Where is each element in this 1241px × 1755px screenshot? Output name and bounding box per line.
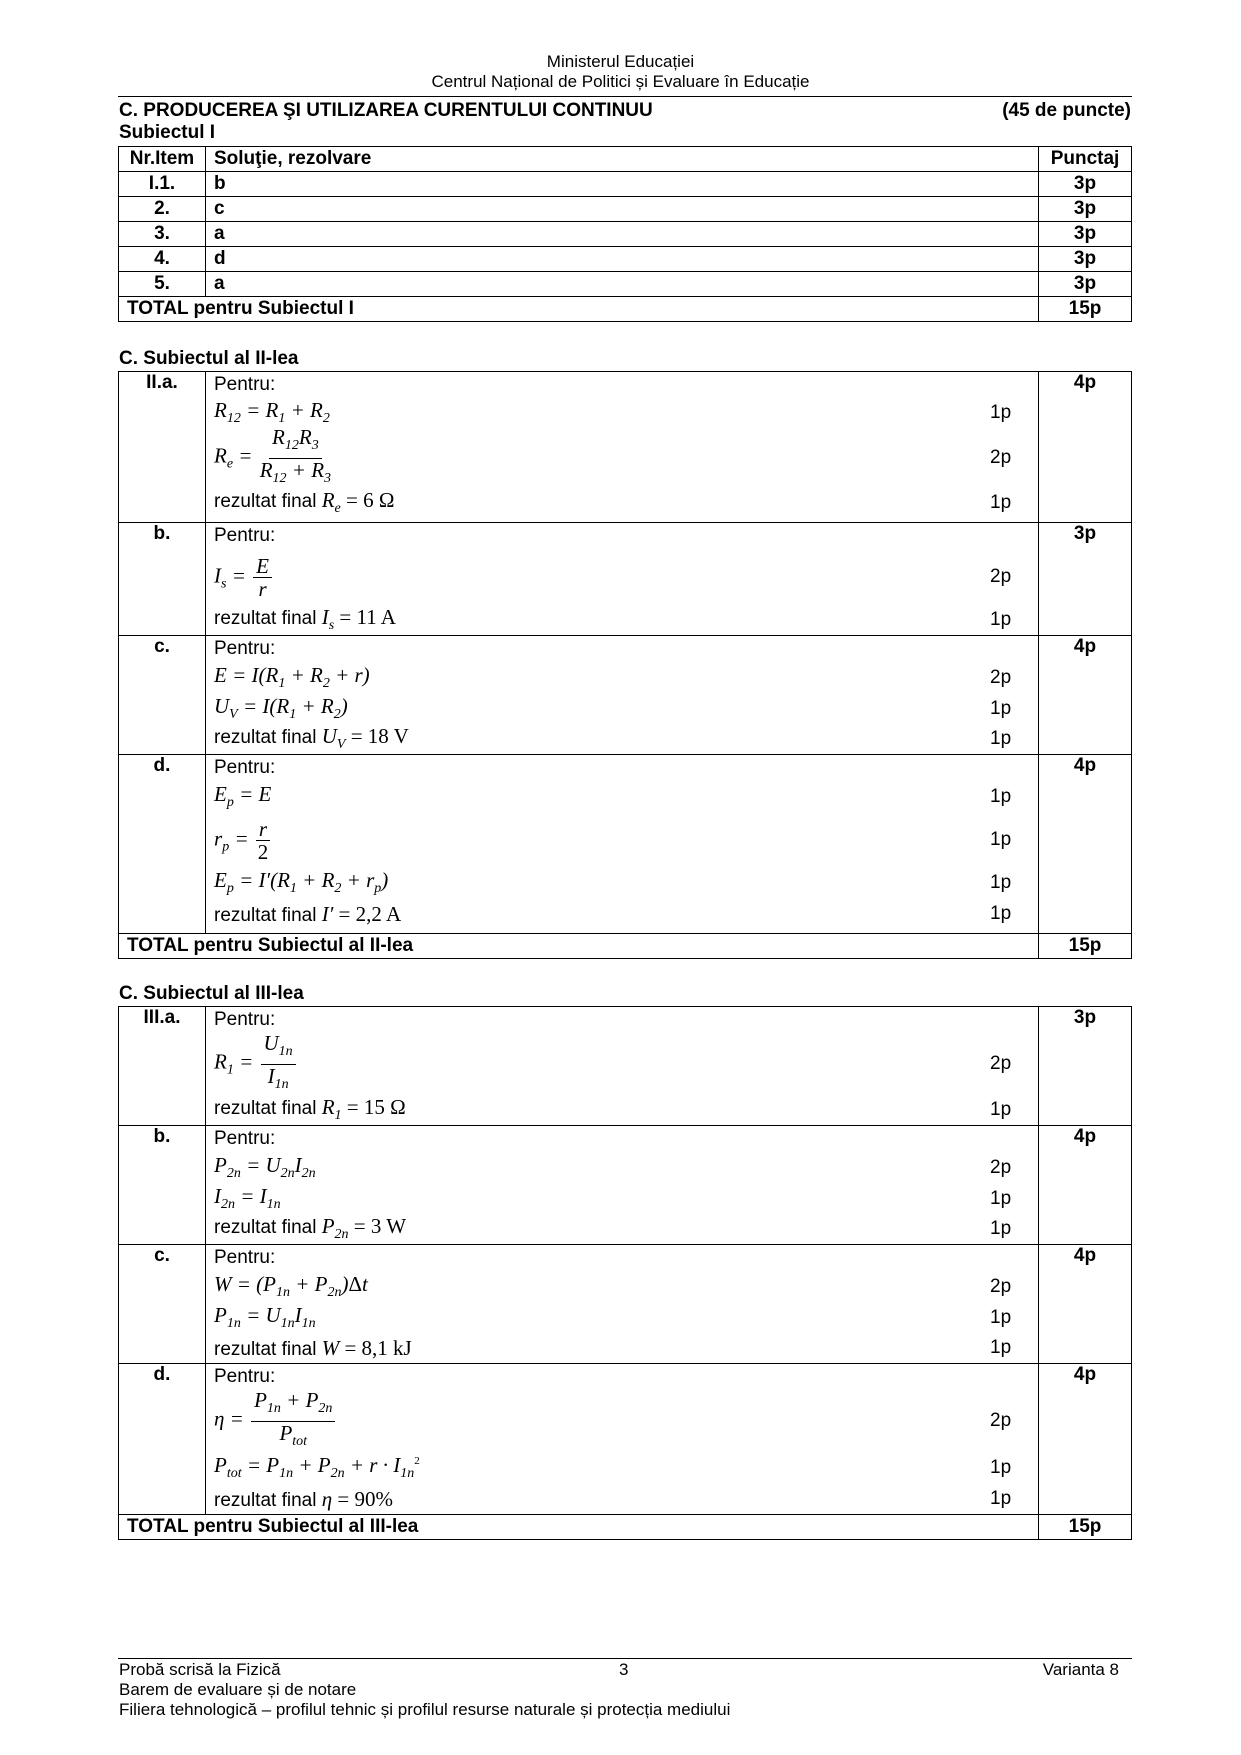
- formula-line: [214, 662, 1030, 693]
- result-label: rezultat final: [214, 1489, 317, 1511]
- item-answer: b: [206, 172, 1039, 197]
- formula: $r_p$ = $\frac{r}{2}$: [214, 816, 269, 864]
- center-name: Centrul Național de Politici și Evaluare în Educație: [431, 72, 810, 91]
- item-points: 3p: [1039, 523, 1132, 636]
- total-points: 15p: [1039, 1515, 1132, 1540]
- result-value: = 11 A: [339, 605, 396, 630]
- item-solution: [206, 1245, 1039, 1364]
- line-points: 1p: [990, 1187, 1012, 1209]
- formula-line: [214, 1183, 1030, 1214]
- page-footer: [119, 1660, 1131, 1720]
- formula: $P_{1n} = U_{1n}I_{1n}$: [214, 1302, 316, 1332]
- line-points: 1p: [990, 1306, 1012, 1328]
- item-nr: d.: [119, 755, 206, 934]
- pentru-label: Pentru:: [214, 1366, 276, 1387]
- col-pct: Punctaj: [1039, 147, 1132, 172]
- formula: $R_e$ = $\frac{R_{12}R_3}{R_{12} + R_3}$: [214, 425, 332, 486]
- formula-line: [214, 1302, 1030, 1333]
- footer-profile: Filiera tehnologică – profilul tehnic și profilul resurse naturale și protecția mediului: [119, 1700, 731, 1719]
- section-title: C. PRODUCEREA ŞI UTILIZAREA CURENTULUI CONTINUU: [119, 100, 653, 121]
- table-row: [119, 372, 1132, 523]
- total-points: 15p: [1039, 934, 1132, 959]
- formula: $E_p = E$: [214, 782, 272, 811]
- line-points: 1p: [990, 1099, 1012, 1120]
- col-nr: Nr.Item: [119, 147, 206, 172]
- line-points: 1p: [990, 728, 1012, 749]
- subj2-table: [118, 371, 1132, 959]
- total-row: [119, 934, 1132, 959]
- item-answer: c: [206, 197, 1039, 222]
- table-header-row: [119, 147, 1132, 172]
- item-points: 4p: [1039, 1245, 1132, 1364]
- pentru-label: Pentru:: [214, 1128, 276, 1149]
- total-row: [119, 297, 1132, 322]
- result-line: rezultat final η = 90% 1p: [214, 1484, 1030, 1514]
- formula: $R_1$ = $\frac{U_{1n}}{I_{1n}}$: [214, 1032, 990, 1095]
- result-value: = 8,1 kJ: [344, 1335, 412, 1360]
- line-points: 1p: [990, 697, 1012, 719]
- line-points: 2p: [990, 1275, 1012, 1297]
- formula-line: [214, 1452, 1030, 1484]
- table-row: [119, 636, 1132, 755]
- result-value: = 2,2 A: [338, 901, 402, 926]
- line-points: 1p: [990, 609, 1012, 630]
- table-row: [119, 1364, 1132, 1515]
- formula: $E = I(R_1 + R_2 + r)$: [214, 662, 370, 692]
- result-label: rezultat final: [214, 1217, 317, 1239]
- line-points: 1p: [990, 1488, 1012, 1509]
- line-points: 2p: [990, 666, 1012, 688]
- formula: $U_V = I(R_1 + R_2)$: [214, 693, 348, 723]
- page-header: [0, 52, 1241, 92]
- footer-exam: Probă scrisă la Fizică: [119, 1660, 281, 1679]
- result-label: rezultat final: [214, 608, 317, 630]
- item-answer: a: [206, 222, 1039, 247]
- formula-line: [214, 1033, 1030, 1095]
- item-nr: I.1.: [119, 172, 206, 197]
- item-points: 4p: [1039, 755, 1132, 934]
- result-line: rezultat final $R_e = 6$ Ω 1p: [214, 488, 1030, 518]
- item-solution: [206, 636, 1039, 755]
- item-solution: [206, 1364, 1039, 1515]
- item-points: 4p: [1039, 372, 1132, 523]
- page-number: 3: [619, 1660, 629, 1679]
- line-points: 1p: [990, 872, 1012, 893]
- footer-barem: Barem de evaluare și de notare: [119, 1680, 357, 1699]
- formula-line: [214, 867, 1030, 899]
- line-points: 1p: [990, 1337, 1012, 1358]
- formula: $R_{12} = R_1 + R_2$: [214, 398, 330, 427]
- result-value: = 15 Ω: [346, 1095, 406, 1120]
- total-label: TOTAL pentru Subiectul I: [119, 297, 1039, 322]
- table-row: [119, 523, 1132, 636]
- item-nr: II.a.: [119, 372, 206, 523]
- section-points: (45 de puncte): [1002, 100, 1131, 121]
- formula: $W = (P_{1n} + P_{2n})\Delta t$: [214, 1271, 368, 1301]
- item-answer: d: [206, 247, 1039, 272]
- result-line: rezultat final W = 8,1 kJ 1p: [214, 1333, 1030, 1363]
- pentru-label: Pentru:: [214, 1247, 276, 1268]
- table-row: [119, 1245, 1132, 1364]
- item-points: 4p: [1039, 1364, 1132, 1515]
- table-row: [119, 247, 1132, 272]
- table-row: [119, 197, 1132, 222]
- line-points: 1p: [990, 492, 1012, 513]
- formula-line: [214, 425, 1030, 488]
- formula-line: [214, 549, 1030, 605]
- line-points: 1p: [990, 829, 1012, 850]
- item-nr: III.a.: [119, 1007, 206, 1126]
- ministry-name: Ministerul Educației: [546, 52, 695, 71]
- result-label: rezultat final: [214, 1098, 317, 1120]
- line-points: 2p: [990, 1410, 1012, 1431]
- pentru-label: Pentru:: [214, 1009, 276, 1030]
- result-label: rezultat final: [214, 727, 317, 749]
- header-rule: [118, 96, 1132, 97]
- formula-line: [214, 398, 1030, 428]
- formula: $E_p = I'(R_1 + R_2 + r_p)$: [214, 868, 389, 897]
- result-line: rezultat final $I_s = 11$ A 1p: [214, 605, 1030, 635]
- item-points: 3p: [1039, 197, 1132, 222]
- formula: $P_{2n} = U_{2n}I_{2n}$: [214, 1152, 316, 1182]
- item-solution: [206, 1126, 1039, 1245]
- subj1-table: [118, 146, 1132, 322]
- item-nr: c.: [119, 1245, 206, 1364]
- item-points: 3p: [1039, 222, 1132, 247]
- line-points: 2p: [990, 447, 1012, 468]
- total-label: TOTAL pentru Subiectul al III-lea: [119, 1515, 1039, 1540]
- result-label: rezultat final: [214, 491, 317, 513]
- result-line: rezultat final $P_{2n} = 3$ W 1p: [214, 1214, 1030, 1244]
- total-points: 15p: [1039, 297, 1132, 322]
- item-nr: b.: [119, 523, 206, 636]
- item-solution: [206, 1007, 1039, 1126]
- item-points: 4p: [1039, 1126, 1132, 1245]
- result-value: = 3 W: [353, 1214, 407, 1239]
- total-row: [119, 1515, 1132, 1540]
- line-points: 1p: [990, 402, 1012, 423]
- line-points: 2p: [990, 1156, 1012, 1178]
- pentru-label: Pentru:: [214, 374, 276, 395]
- table-row: [119, 1126, 1132, 1245]
- line-points: 1p: [990, 903, 1012, 924]
- result-line: rezultat final $U_V = 18$ V 1p: [214, 724, 1030, 754]
- line-points: 1p: [990, 786, 1012, 807]
- formula: $I_{2n} = I_{1n}$: [214, 1183, 281, 1213]
- pentru-label: Pentru:: [214, 525, 276, 546]
- result-label: rezultat final: [214, 904, 317, 926]
- item-solution: [206, 372, 1039, 523]
- result-value: = 18 V: [350, 724, 409, 749]
- formula-line: [214, 1271, 1030, 1302]
- subj3-table: [118, 1006, 1132, 1540]
- subj3-title: C. Subiectul al III-lea: [119, 983, 304, 1004]
- formula-line: [214, 693, 1030, 724]
- line-points: 2p: [990, 1053, 1012, 1074]
- col-sol: Soluţie, rezolvare: [206, 147, 1039, 172]
- formula-line: [214, 1390, 1030, 1452]
- item-points: 3p: [1039, 272, 1132, 297]
- item-solution: [206, 755, 1039, 934]
- result-value: = 90%: [337, 1486, 393, 1511]
- table-row: [119, 222, 1132, 247]
- formula: $P_{tot} = P_{1n} + P_{2n} + r \cdot I_{1n}^2$: [214, 1453, 420, 1482]
- item-points: 3p: [1039, 247, 1132, 272]
- item-nr: 5.: [119, 272, 206, 297]
- table-row: [119, 1007, 1132, 1126]
- item-solution: [206, 523, 1039, 636]
- formula-line: [214, 1152, 1030, 1183]
- line-points: 2p: [990, 566, 1012, 587]
- pentru-label: Pentru:: [214, 638, 276, 659]
- result-line: rezultat final I′ = 2,2 A 1p: [214, 899, 1030, 929]
- item-nr: d.: [119, 1364, 206, 1515]
- formula-line: [214, 781, 1030, 813]
- result-line: rezultat final $R_1 = 15$ Ω 1p: [214, 1095, 1030, 1125]
- item-points: 3p: [1039, 172, 1132, 197]
- formula-line: [214, 813, 1030, 867]
- pentru-label: Pentru:: [214, 757, 276, 778]
- item-nr: b.: [119, 1126, 206, 1245]
- formula: $I_s$ = $\frac{E}{r}$: [214, 555, 990, 600]
- table-row: [119, 755, 1132, 934]
- footer-rule: [118, 1658, 1132, 1659]
- item-nr: 4.: [119, 247, 206, 272]
- item-nr: c.: [119, 636, 206, 755]
- formula: η = $\frac{P_{1n} + P_{2n}}{P_{tot}}$: [214, 1389, 990, 1452]
- item-points: 4p: [1039, 636, 1132, 755]
- subj1-title: Subiectul I: [119, 122, 216, 143]
- result-label: rezultat final: [214, 1338, 317, 1360]
- item-points: 3p: [1039, 1007, 1132, 1126]
- table-row: [119, 172, 1132, 197]
- item-answer: a: [206, 272, 1039, 297]
- line-points: 1p: [990, 1218, 1012, 1239]
- item-nr: 3.: [119, 222, 206, 247]
- table-row: [119, 272, 1132, 297]
- item-nr: 2.: [119, 197, 206, 222]
- total-label: TOTAL pentru Subiectul al II-lea: [119, 934, 1039, 959]
- result-value: = 6 Ω: [346, 488, 395, 513]
- variant-label: Varianta 8: [1042, 1660, 1119, 1679]
- subj2-title: C. Subiectul al II-lea: [119, 348, 299, 369]
- line-points: 1p: [990, 1457, 1012, 1478]
